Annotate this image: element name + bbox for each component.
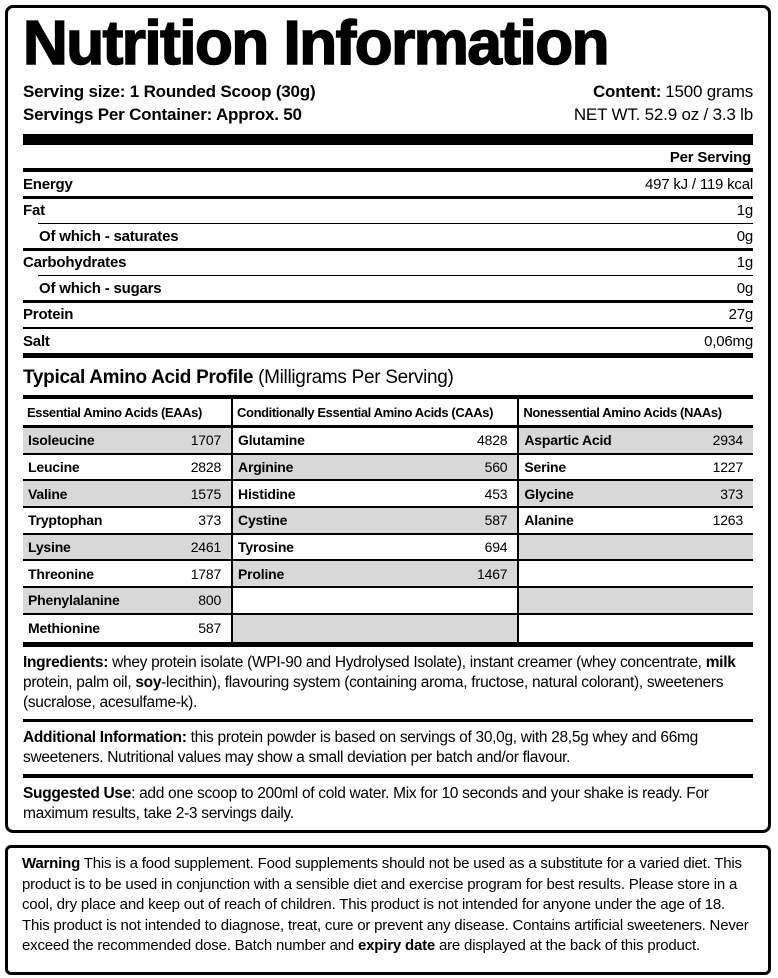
amino-name: Histidine — [238, 485, 296, 502]
amino-name: Methionine — [28, 620, 100, 637]
amino-row — [23, 588, 231, 615]
amino-name: Phenylalanine — [28, 592, 120, 609]
nutrient-value: 1g — [736, 202, 753, 219]
amino-row — [519, 588, 753, 615]
amino-value: 800 — [198, 592, 222, 609]
amino-name: Tyrosine — [238, 539, 294, 556]
amino-row — [519, 455, 753, 482]
amino-row — [23, 428, 231, 455]
ingredients-text: whey protein isolate (WPI-90 and Hydrolysed Isolate), instant creamer (whey concentrate, — [108, 653, 706, 671]
nutrition-label-panel — [5, 5, 771, 833]
nutrient-name: Fat — [23, 202, 45, 219]
serving-info-section — [23, 80, 753, 126]
amino-name: Proline — [238, 565, 285, 582]
amino-profile-heading — [23, 358, 753, 395]
nutrient-row — [23, 172, 753, 196]
amino-row — [233, 535, 517, 562]
warning-text: are displayed at the back of this product. — [435, 937, 700, 954]
suggested-use-text: : add one scoop to 200ml of cold water. Mix for 10 seconds and your shake is ready. For maximum results, take 2-3 servings daily. — [23, 784, 709, 822]
nutrient-row — [23, 224, 753, 248]
amino-column-header: Conditionally Essential Amino Acids (CAAs) — [233, 399, 517, 428]
warning-paragraph — [22, 854, 754, 957]
amino-row — [233, 428, 517, 455]
amino-name: Alanine — [524, 512, 574, 529]
amino-row — [519, 561, 753, 588]
nutrient-value: 27g — [728, 306, 753, 323]
amino-column-header: Nonessential Amino Acids (NAAs) — [519, 399, 753, 428]
ingredients-text: -lecithin), flavouring system (containing aroma, fructose, natural colorant), sweeteners (sucralose, acesulfame-k). — [23, 673, 724, 711]
amino-heading-note: (Milligrams Per Serving) — [253, 367, 454, 388]
nutrient-name: Carbohydrates — [23, 254, 127, 271]
amino-name: Arginine — [238, 459, 294, 476]
amino-value: 453 — [484, 485, 508, 502]
per-serving-table — [23, 172, 753, 353]
nutrient-value: 1g — [736, 254, 753, 271]
nutrient-value: 497 kJ / 119 kcal — [644, 175, 753, 193]
nutrient-name: Energy — [23, 175, 73, 193]
net-weight-text: NET WT. 52.9 oz / 3.3 lb — [573, 105, 753, 124]
nutrient-row — [23, 329, 753, 353]
nutrient-name: Of which - sugars — [39, 279, 162, 297]
ingredients-paragraph — [23, 647, 753, 719]
amino-value: 587 — [484, 512, 508, 529]
nutrient-name: Protein — [23, 306, 74, 323]
amino-value: 1575 — [190, 485, 222, 502]
page-title: Nutrition Information — [23, 9, 608, 78]
amino-value: 1263 — [712, 512, 743, 529]
amino-value: 1467 — [477, 565, 508, 582]
additional-information-paragraph — [23, 722, 753, 774]
amino-acid-table — [23, 395, 753, 642]
amino-value: 1227 — [712, 459, 743, 476]
amino-column — [519, 399, 753, 642]
amino-row — [23, 615, 231, 642]
amino-value: 2461 — [190, 539, 222, 556]
amino-name: Leucine — [28, 459, 80, 476]
suggested-use-bold-text: Suggested Use — [23, 784, 132, 802]
amino-row — [233, 588, 517, 615]
warning-bold-text: expiry date — [358, 937, 436, 954]
warning-bold-text: Warning — [22, 855, 81, 872]
content-value: 1500 grams — [665, 82, 753, 101]
amino-name: Aspartic Acid — [524, 432, 612, 449]
amino-row — [23, 455, 231, 482]
nutrient-row — [23, 251, 753, 275]
amino-row — [233, 455, 517, 482]
amino-name: Cystine — [238, 512, 288, 529]
thick-divider-bar — [23, 134, 753, 145]
amino-row — [519, 535, 753, 562]
amino-name: Lysine — [28, 539, 71, 556]
amino-value: 2934 — [712, 432, 743, 449]
amino-value: 373 — [198, 512, 222, 529]
additional-information-text: this protein powder is based on servings of 30,0g, with 28,5g whey and 66mg sweeteners. Nutritional values may show a small deviation per batch and/or flavour. — [23, 729, 698, 766]
additional-information-bold-text: Additional Information: — [23, 729, 187, 746]
amino-row — [519, 481, 753, 508]
ingredients-bold-text: soy — [135, 673, 162, 691]
amino-row — [233, 615, 517, 642]
serving-info-left — [23, 80, 315, 126]
amino-row — [519, 428, 753, 455]
amino-value: 1707 — [190, 432, 222, 449]
amino-heading-title: Typical Amino Acid Profile — [23, 367, 254, 388]
warning-text: This is a food supplement. Food supplements should not be used as a substitute for a varied diet. This product is to be used in conjunction with a sensible diet and exercise program for best results. Please store in a cool, dry place and keep out of reach of children. This product is not intended for anyone under the age of 18. This product is not intended to diagnose, treat, cure or prevent any disease. Contains artificial sweeteners. Never exceed the recommended dose. Batch number and — [22, 855, 749, 954]
amino-row — [233, 508, 517, 535]
amino-name: Serine — [524, 459, 566, 476]
content-label: Content: — [592, 82, 662, 101]
warning-panel — [5, 845, 771, 975]
amino-name: Glycine — [524, 485, 574, 502]
content-info-right — [574, 80, 753, 126]
amino-name: Glutamine — [238, 432, 305, 449]
nutrient-row — [23, 303, 753, 327]
amino-value: 694 — [484, 539, 508, 556]
amino-name: Tryptophan — [28, 512, 103, 529]
amino-row — [23, 535, 231, 562]
ingredients-bold-text: milk — [705, 653, 736, 671]
amino-column-header: Essential Amino Acids (EAAs) — [23, 399, 231, 428]
content-line — [574, 80, 753, 103]
amino-row — [233, 481, 517, 508]
amino-column — [23, 399, 231, 642]
amino-row — [519, 508, 753, 535]
nutrient-value: 0g — [736, 227, 753, 245]
serving-size-text: Serving size: 1 Rounded Scoop (30g) — [23, 82, 316, 101]
per-serving-column-header: Per Serving — [23, 145, 753, 172]
amino-name: Threonine — [28, 565, 94, 582]
amino-value: 373 — [720, 485, 743, 502]
amino-row — [519, 615, 753, 642]
amino-name: Valine — [28, 485, 68, 502]
nutrient-name: Salt — [23, 332, 50, 350]
nutrient-name: Of which - saturates — [39, 227, 179, 245]
amino-value: 2828 — [190, 459, 222, 476]
amino-row — [233, 561, 517, 588]
nutrient-row — [23, 276, 753, 300]
amino-row — [23, 561, 231, 588]
amino-value: 1787 — [190, 565, 222, 582]
servings-per-container-text: Servings Per Container: Approx. 50 — [23, 105, 302, 124]
ingredients-bold-text: Ingredients: — [23, 653, 109, 671]
nutrient-row — [23, 199, 753, 223]
nutrient-value: 0,06mg — [704, 332, 753, 350]
amino-value: 560 — [484, 459, 508, 476]
amino-row — [23, 481, 231, 508]
amino-value: 587 — [198, 620, 222, 637]
nutrient-value: 0g — [736, 279, 753, 297]
suggested-use-paragraph — [23, 778, 753, 830]
amino-value: 4828 — [477, 432, 508, 449]
amino-name: Isoleucine — [28, 432, 95, 449]
amino-row — [23, 508, 231, 535]
ingredients-text: protein, palm oil, — [23, 673, 136, 691]
amino-column — [231, 399, 519, 642]
